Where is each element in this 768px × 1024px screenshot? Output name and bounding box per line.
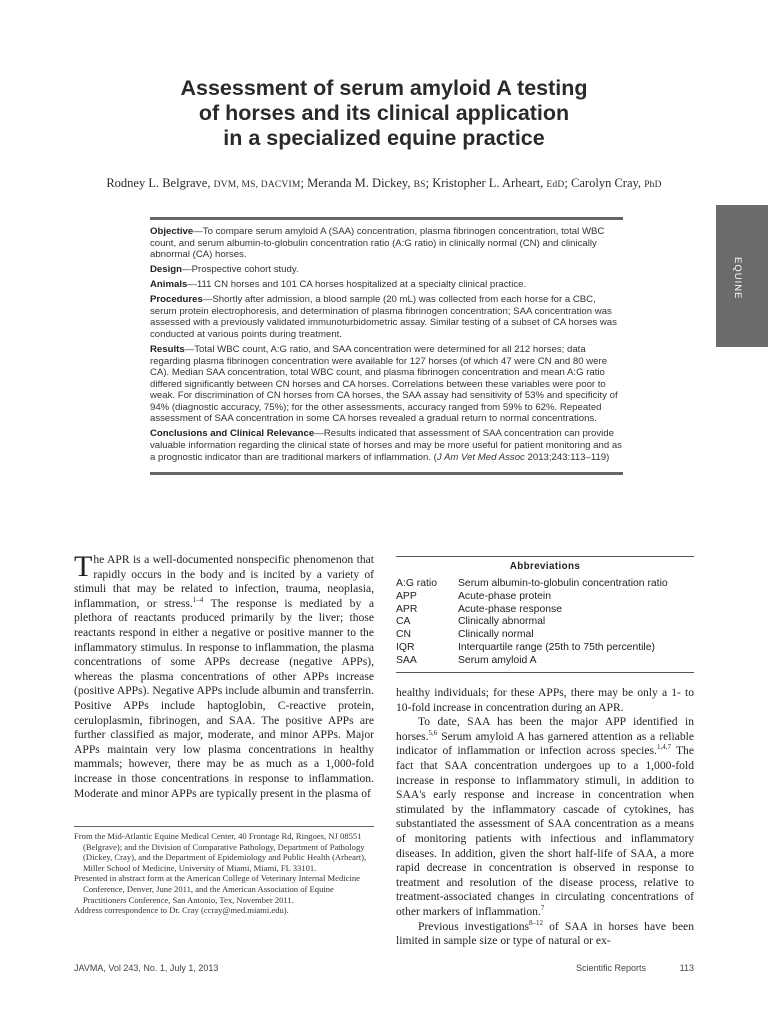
abbreviation-row — [396, 578, 694, 591]
abstract-text: —111 CN horses and 101 CA horses hospitalized at a specialty clinical practice. — [187, 279, 527, 291]
footnote-item: Address correspondence to Dr. Cray (ccray@med.miami.edu). — [74, 905, 289, 916]
abstract-text: —Prospective cohort study. — [182, 264, 299, 276]
body-paragraph — [396, 715, 694, 919]
footer-journal: JAVMA, Vol 243, No. 1, July 1, 2013 — [74, 963, 219, 973]
abbreviation-term: CN — [396, 629, 412, 641]
author-name: Rodney L. Belgrave, — [106, 176, 211, 190]
abbreviation-term: A:G ratio — [396, 578, 437, 589]
abstract-label: Results — [150, 343, 185, 355]
abbreviation-term: APP — [396, 590, 417, 602]
abstract-design — [150, 264, 623, 276]
abbreviation-term: CA — [396, 616, 411, 628]
abstract-results — [150, 344, 623, 425]
abbreviation-row — [396, 642, 694, 655]
abstract-text: —Shortly after admission, a blood sample (20 mL) was collected from each horse for a CBC, serum protein electrophoresis, and determination of plasma fibrinogen concentration; SAA concentration was assessed with a previously validated immunoturbidometric assay. Similar testing of a subset of CA horses was conducted at various points during treatment. — [150, 294, 617, 340]
footnote-item: From the Mid-Atlantic Equine Medical Center, 40 Frontage Rd, Ringoes, NJ 08551 (Belgrave); and the Division of Comparative Pathology, Department of Pathology (Dickey, Cray), and the Department of Epidemiology and Public Health (Arheart), Miller School of Medicine, University of Miami, Miami, FL 33101. — [74, 831, 367, 873]
abbreviations-box — [396, 556, 694, 673]
abbreviation-definition: Serum amyloid A — [458, 654, 537, 666]
body-text: Serum amyloid A has garnered attention as a reliable indicator of inflammation or infection across species. — [396, 729, 694, 758]
abstract-label: Design — [150, 264, 182, 276]
abbreviation-definition: Acute-phase response — [458, 603, 562, 615]
abbreviation-definition: Acute-phase protein — [458, 590, 551, 602]
author-credentials: PhD — [644, 180, 662, 190]
abstract-text: —To compare serum amyloid A (SAA) concentration, plasma fibrinogen concentration, total WBC count, and serum albumin-to-globulin concentration ratio (A:G ratio) in clinically normal (CN) and clinically abnormal (CA) horses. — [150, 226, 605, 261]
abstract-text: —Results indicated that assessment of SAA concentration can provide valuable information regarding the clinical state of horses and may be more useful for patient monitoring and as a prognostic indicator than are traditional markers of inflammation. ( — [150, 428, 622, 463]
abbreviation-definition: Interquartile range (25th to 75th percentile) — [458, 641, 655, 653]
title-line: Assessment of serum amyloid A testing — [180, 76, 588, 100]
abbreviations-heading: Abbreviations — [509, 561, 581, 572]
section-side-tab — [716, 205, 768, 347]
body-column-right — [396, 686, 694, 949]
article-title — [100, 76, 668, 151]
author-list — [40, 176, 728, 191]
reference-marker: 1,4,7 — [656, 743, 671, 752]
abstract-label: Objective — [150, 226, 194, 237]
side-tab-label: EQUINE — [732, 257, 743, 300]
abbreviation-term: SAA — [396, 654, 417, 666]
drop-cap: T — [74, 550, 93, 583]
footnote-item: Presented in abstract form at the American College of Veterinary Internal Medicine Conference, Denver, June 2011, and the American Association of Equine Practitioners Conference, San Antonio, Tex, November 2011. — [74, 873, 360, 905]
body-paragraph — [74, 550, 374, 801]
abbreviation-term: IQR — [396, 641, 415, 653]
affiliation-footnote — [74, 826, 374, 916]
page-number: 113 — [679, 963, 694, 973]
abbreviation-term: APR — [396, 603, 418, 615]
author-credentials: EdD — [546, 180, 565, 190]
body-text: he APR is a well-documented nonspecific phenomenon that rapidly occurs in the body and is incited by a variety of stimuli that may be related to infection, trauma, neoplasia, inflammation, or stress. — [74, 553, 374, 610]
body-text: Previous investigations — [418, 919, 530, 933]
author-name: Kristopher L. Arheart, — [432, 176, 544, 190]
reference-marker: 8–12 — [529, 918, 544, 927]
abstract-text: —Total WBC count, A:G ratio, and SAA concentration were determined for all 212 horses; data regarding plasma fibrinogen concentration were available for 127 horses (of which 47 were CN and 80 were CA). Median SAA concentration, total WBC count, and plasma fibrinogen concentration and mean A:G ratio differed significantly between CN horses and CA horses. Correlations between these variables were poor to weak. For discrimination of CN horses from CA horses, the SAA assay had sensitivity of 53% and specificity of 94% (diagnostic accuracy, 75%); for the other assessments, accuracy ranged from 59% to 62%. Repeated assessment of SAA concentration in some CA horses revealed a gradual return to normal concentrations. — [150, 343, 618, 425]
reference-marker: 7 — [540, 904, 545, 913]
abstract-procedures — [150, 294, 623, 340]
body-paragraph — [396, 920, 694, 949]
abbreviation-definition: Serum albumin-to-globulin concentration ratio — [458, 578, 668, 589]
body-text: The response is mediated by a plethora of reactants produced primarily by the liver; those reactants respond in either a negative or positive manner to the inflammatory stimulus. In response to inflammation, the plasma concentrations of some APPs decrease (negative APPs), whereas the plasma concentrations of other APPs increase (positive APPs). Negative APPs include albumin and transferrin. Positive APPs include haptoglobin, C-reactive protein, ceruloplasmin, fibrinogen, and SAA. The positive APPs are further classified as major, moderate, and minor APPs. Major APPs maintain very low plasma concentrations in healthy mammals; however, there may be as much as a 1,000-fold increase in those concentrations in response to inflammation. Moderate and minor APPs are typically present in the plasma of — [74, 596, 374, 800]
author-name: Carolyn Cray, — [571, 176, 642, 190]
abbreviation-row — [396, 655, 694, 668]
abstract-conclusions — [150, 428, 623, 463]
body-text: To date, SAA has been the major APP identified in horses. — [396, 715, 694, 743]
author-separator: ; — [300, 176, 304, 190]
body-text: The fact that SAA concentration undergoes up to a 1,000-fold increase in response to inflammatory stimuli, in addition to SAA's early response and increase in concentration when stimulated by the inflammatory cascade of cytokines, has substantiated the assessment of SAA concentration as a means of monitoring patients with infectious and inflammatory diseases. In addition, given the short half-life of SAA, a more rapid decrease in concentration is observed in response to treatment and resolution of the disease process, relative to treatment-associated changes in circulating concentrations of other markers of inflammation. — [396, 744, 695, 918]
title-line: of horses and its clinical application — [198, 101, 570, 125]
author-separator: ; — [564, 176, 568, 190]
abbreviation-definition: Clinically abnormal — [458, 616, 546, 628]
title-line: in a specialized equine practice — [223, 126, 545, 150]
abbreviation-row — [396, 604, 694, 617]
abstract-label: Procedures — [150, 294, 203, 306]
body-paragraph: healthy individuals; for these APPs, there may be only a 1- to 10-fold increase in concentration during an APR. — [396, 686, 694, 714]
abbreviation-row — [396, 616, 694, 629]
abbreviation-definition: Clinically normal — [458, 629, 534, 641]
abstract-animals — [150, 279, 623, 291]
author-separator: ; — [425, 176, 430, 190]
abstract-label: Conclusions and Clinical Relevance — [150, 428, 315, 440]
abstract-label: Animals — [150, 279, 188, 291]
footer-section: Scientific Reports — [575, 963, 646, 973]
abbreviation-row — [396, 629, 694, 642]
abbreviation-row — [396, 591, 694, 604]
citation-details: 2013;243:113–119) — [524, 451, 610, 463]
author-credentials: DVM, MS, DACVIM — [213, 180, 301, 190]
author-name: Meranda M. Dickey, — [307, 176, 411, 190]
author-credentials: BS — [413, 180, 426, 190]
body-text: of SAA in horses have been limited in sample size or type of natural or ex- — [396, 919, 694, 948]
citation-journal: J Am Vet Med Assoc — [436, 451, 525, 463]
abstract-objective — [150, 226, 623, 261]
abstract-box — [150, 217, 623, 475]
reference-marker: 5,6 — [428, 728, 438, 737]
body-column-left — [74, 550, 374, 801]
reference-marker: 1–4 — [192, 595, 204, 604]
